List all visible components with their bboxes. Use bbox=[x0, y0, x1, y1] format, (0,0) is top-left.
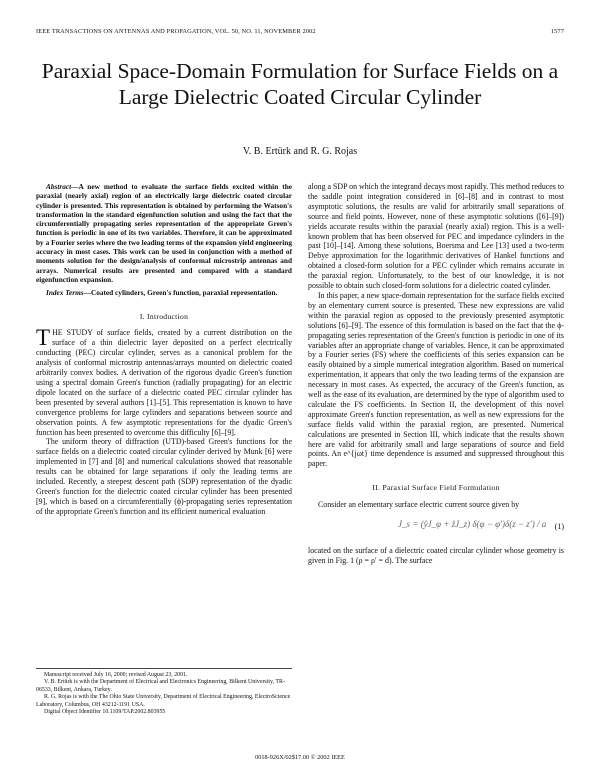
right-column bbox=[308, 182, 564, 566]
index-terms-lead: Index Terms— bbox=[46, 288, 91, 298]
journal-name: IEEE TRANSACTIONS ON ANTENNAS AND PROPAGATION, VOL. 50, NO. 11, NOVEMBER 2002 bbox=[36, 28, 316, 35]
equation-body: J_s = (ŷJ_φ + ẑJ_z) δ(φ − φ′)δ(z − z′) / a bbox=[398, 519, 547, 530]
footnote-received: Manuscript received July 16, 2000; revised August 23, 2001. bbox=[44, 672, 188, 678]
page-number: 1577 bbox=[550, 28, 564, 35]
abstract bbox=[36, 182, 292, 284]
abstract-text: A new method to evaluate the surface fields excited within the paraxial (nearly axial) region of an electrically large dielectric coated circular cylinder is presented. This representation is obtained by performing the Watson's transformation in the standard eigenfunction solution and using the fact that the circumferentially propagating series representation of the appropriate Green's function is periodic in one of its two variables. Therefore, it can be approximated by a Fourier series where the two leading terms of the expansion yield engineering accuracy in most cases. This work can be used in conjunction with a method of moments solution for the design/analysis of conformal microstrip antennas and arrays. Numerical results are presented and compared with a standard eigenfunction expansion. bbox=[36, 182, 292, 284]
footnotes bbox=[36, 668, 292, 716]
running-header bbox=[36, 28, 564, 35]
intro-paragraph-1 bbox=[36, 325, 292, 437]
left-column bbox=[36, 182, 292, 517]
index-terms bbox=[36, 288, 292, 297]
section-heading-formulation: II. Paraxial Surface Field Formulation bbox=[372, 483, 500, 493]
paper-authors: V. B. Ertürk and R. G. Rojas bbox=[242, 146, 358, 157]
formulation-paragraph-2: located on the surface of a dielectric coated circular cylinder whose geometry is given in Fig. 1 (ρ = ρ′ = d). The surface bbox=[308, 546, 564, 565]
section-heading-introduction: I. Introduction bbox=[139, 311, 189, 321]
formulation-paragraph-1: Consider an elementary surface electric current source given by bbox=[318, 500, 520, 510]
equation-number: (1) bbox=[554, 522, 564, 532]
equation-1 bbox=[308, 516, 564, 540]
footnote-doi: Digital Object Identifier 10.1109/TAP.2002.803955 bbox=[44, 709, 166, 716]
footnote-author1: V. B. Ertürk is with the Department of Electrical and Electronics Engineering, Bilkent University, TR-06533, Bilkent, Ankara, Turkey. bbox=[36, 679, 285, 693]
copyright-line: 0018-926X/02$17.00 © 2002 IEEE bbox=[255, 754, 345, 761]
intro-paragraph-2: The uniform theory of diffraction (UTD)-based Green's functions for the surface fields on a dielectric coated circular cylinder derived by Munk [6] were implemented in [7] and [8] and numerical calculations showed that reasonable results can be obtained for large separations if only the leading terms are included. Recently, a steepest descent path (SDP) representation of the dyadic Green's function for the dielectric coated circular cylinder has been presented [9], which is based on a circumferentially (ϕ)-propagating series representation of the appropriate Green's function and its efficient numerical evaluation bbox=[36, 437, 292, 516]
intro-paragraph-4: In this paper, a new space-domain representation for the surface fields excited by an elementary current source is presented. These new expressions are valid within the paraxial region as opposed to the previously presented asymptotic solutions [6]–[9]. The essence of this formulation is based on the fact that the ϕ-propagating series representation of the Green's function is periodic in one of its variables after an appropriate change of variables. Hence, it can be approximated by a Fourier series (FS) where the coefficients of this series expansion can be easily obtained by a simple numerical integration algorithm. Based on numerical experimentation, it appears that only the two leading terms of the expansion are necessary in most cases. As expected, the accuracy of the Green's function, as well as the ease of its evaluation, are determined by the type of algorithm used to calculate the FS coefficients. In Section II, the development of this novel approximate Green's function representation, as well as new expressions for the surface fields valid within the paraxial region, are presented. Numerical calculations are presented in Section III, which indicate that the results shown here are valid for arbitrarily small and large separations of source and field points. An e^{jωt} time dependence is assumed and suppressed throughout this paper. bbox=[308, 290, 564, 469]
paper-title: Paraxial Space-Domain Formulation for Surface Fields on a Large Dielectric Coated Circular Cylinder bbox=[41, 59, 559, 109]
intro-paragraph-1-text: HE STUDY of surface fields, created by a current distribution on the surface of a thin dielectric layer deposited on a perfect electrically conducting (PEC) circular cylinder, serves as a canonical problem for the analysis of conformal microstrip antennas/arrays mounted on dielectric coated arbitrarily convex bodies. A derivation of the rigorous dyadic Green's function using a spectral domain Green's function (radially propagating) for an electric dipole located on the surface of a dielectric coated PEC circular cylinder has been presented by several authors [1]–[5]. This representation is known to have convergence problems for large cylinders and separations between source and observation points. A few asymptotic representations for the dyadic Green's function has been presented to overcome this difficulty [6]–[9]. bbox=[36, 328, 292, 437]
footnote-author2: R. G. Rojas is with the The Ohio State University, Department of Electrical Engineering, ElectroScience Laboratory, Columbus, OH 43212-1191 USA. bbox=[36, 694, 291, 708]
abstract-lead: Abstract— bbox=[46, 182, 79, 191]
dropcap: T bbox=[36, 325, 51, 351]
index-terms-text: Coated cylinders, Green's function, paraxial representation. bbox=[90, 288, 278, 298]
intro-paragraph-3: along a SDP on which the integrand decays most rapidly. This method reduces to the saddle point integration considered in [6]–[8] and in contrast to most asymptotic solutions, the results are valid for arbitrarily small separations of source and field points. However, none of these asymptotic solutions ([6]–[9]) yields accurate results within the paraxial (nearly axial) region. This is a well-known problem that has been observed for PEC and impedance cylinders in the past [10]–[14]. Among these solutions, Boersma and Lee [13] used a two-term Debye approximation for the logarithmic derivatives of Hankel functions and obtained a closed-form solution for a PEC cylinder which remains accurate in the paraxial region. Unfortunately, to the best of our knowledge, it is not possible to obtain such closed-form solutions for a dielectric coated cylinder. bbox=[308, 182, 564, 291]
